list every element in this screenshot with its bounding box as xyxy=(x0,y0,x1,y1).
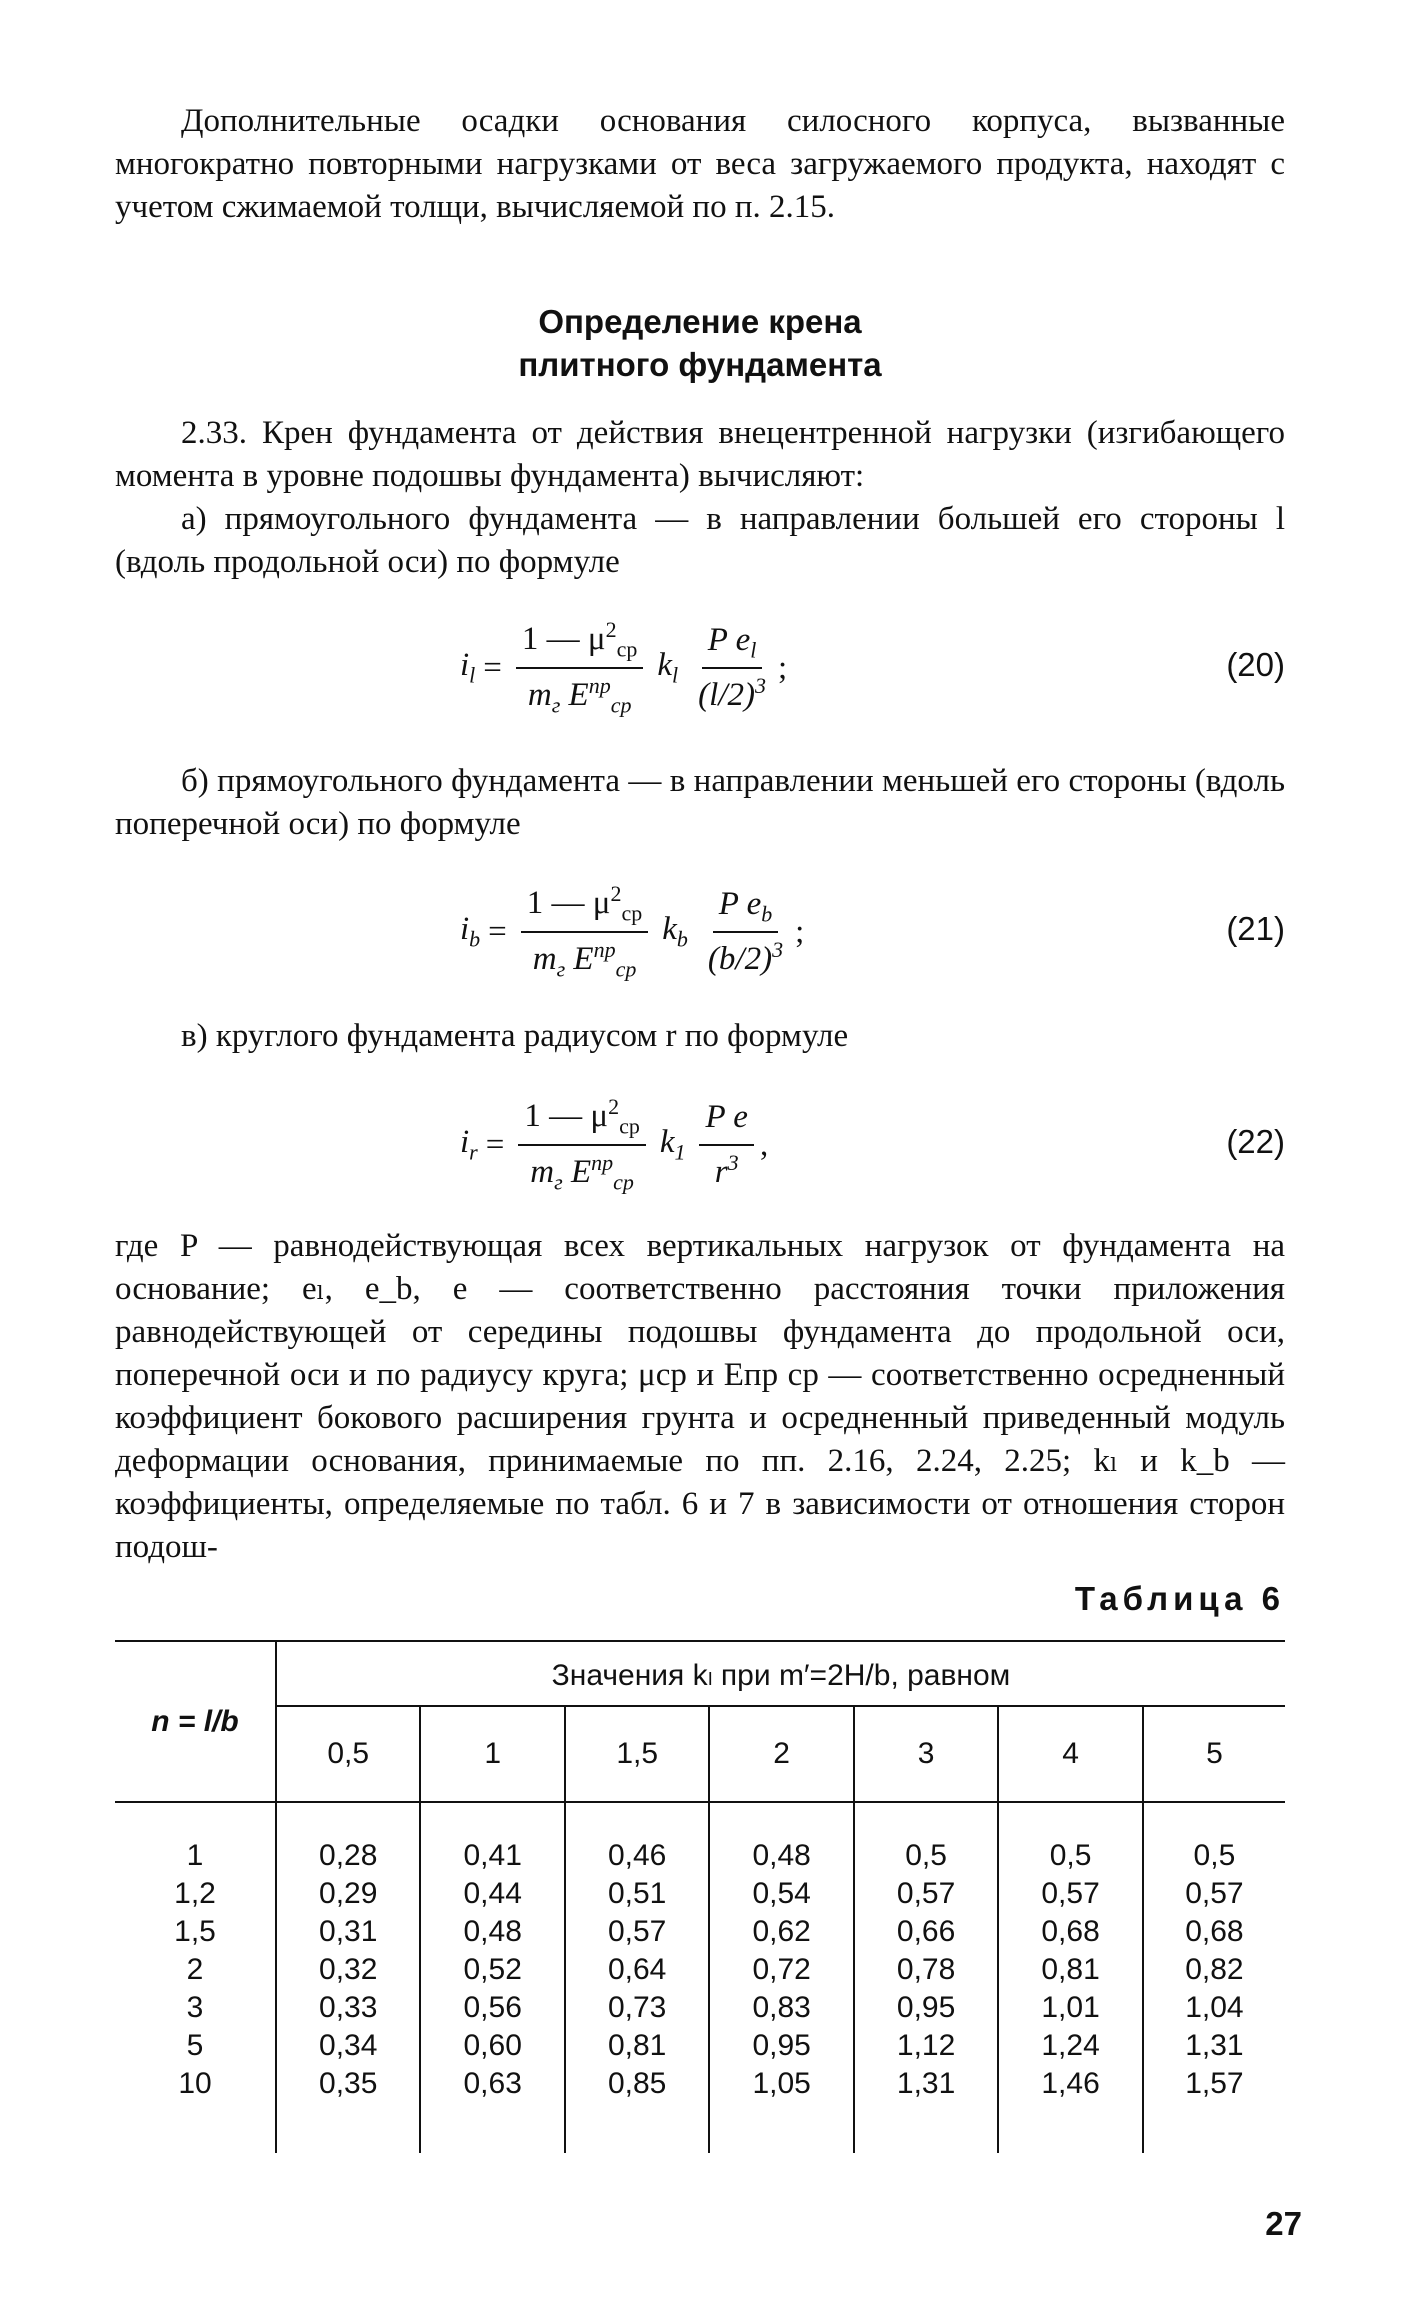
table-column-header: 4 xyxy=(998,1706,1142,1802)
table-cell: 0,85 xyxy=(565,2065,709,2153)
page-number: 27 xyxy=(1265,2205,1302,2242)
table-cell: 0,62 xyxy=(709,1913,853,1951)
table-cell: 1,31 xyxy=(854,2065,998,2153)
formula-fraction-2: $\frac{\text{P e}}{r^3}$ xyxy=(699,1099,753,1192)
table-column-header: 1 xyxy=(420,1706,564,1802)
table-column-header: 3 xyxy=(854,1706,998,1802)
formula-22: $i_r$ = $\frac{1 — \mu^2_{ср}}{m_г E^{пр}_{ср}}$ $k_1$ $\frac{\text{P e}}{r^3}$ , (22) xyxy=(460,1094,1285,1195)
section-heading-line2: плитного фундамента xyxy=(518,346,882,383)
table-row xyxy=(115,1802,1285,1875)
table-cell: 0,5 xyxy=(854,1802,998,1875)
table-cell: 0,81 xyxy=(998,1951,1142,1989)
table-cell: 0,33 xyxy=(276,1989,420,2027)
table-column-header: 2 xyxy=(709,1706,853,1802)
formula-coefficient: $k_b$ xyxy=(662,911,688,952)
intro-paragraph: Дополнительные осадки основания силосного корпуса, вызванные многократно повторными нагрузками от веса загружаемого продукта, находят с учетом сжимаемой толщи, вычисляемой по п. 2.15. xyxy=(115,103,1285,225)
table-row xyxy=(115,1951,1285,1989)
case-b-text: б) прямоугольного фундамента — в направлении меньшей его стороны (вдоль поперечной оси) по формуле xyxy=(115,763,1285,842)
table-row xyxy=(115,1875,1285,1913)
table-cell: 0,82 xyxy=(1185,1953,1244,1986)
table-cell: 0,54 xyxy=(709,1875,853,1913)
table-cell: 0,72 xyxy=(709,1951,853,1989)
table-cell: 0,34 xyxy=(276,2027,420,2065)
table-cell: 0,44 xyxy=(420,1875,564,1913)
table-cell: 0,31 xyxy=(276,1913,420,1951)
formula-number: (22) xyxy=(1226,1123,1285,1160)
table-cell: 0,41 xyxy=(420,1802,564,1875)
table-cell: 1,57 xyxy=(1185,2067,1244,2100)
formula-coefficient: $k_1$ xyxy=(659,1124,686,1165)
formula-lhs: $i_b$ xyxy=(460,911,481,952)
formula-lhs: $i_l$ xyxy=(460,647,476,688)
table-cell-n: 1,5 xyxy=(115,1913,276,1951)
table-column-header: 0,5 xyxy=(276,1706,420,1802)
formula-fraction-1: $\frac{1 — \mu^2_{ср}}{m_г E^{пр}_{ср}}$ xyxy=(521,881,648,982)
table-cell: 0,51 xyxy=(565,1875,709,1913)
table-column-header: 5 xyxy=(1206,1737,1223,1770)
formula-fraction-2: $\frac{P e_b}{(b/2)^3}$ xyxy=(707,885,784,978)
table-cell-n: 2 xyxy=(115,1951,276,1989)
table-cell: 0,64 xyxy=(565,1951,709,1989)
clause-paragraph: 2.33. Крен фундамента от действия внецентренной нагрузки (изгибающего момента в уровне подошвы фундамента) вычисляют: xyxy=(115,415,1285,494)
table-cell: 0,78 xyxy=(854,1951,998,1989)
table-cell: 0,83 xyxy=(709,1989,853,2027)
table-cell: 0,66 xyxy=(854,1913,998,1951)
table-cell: 0,29 xyxy=(276,1875,420,1913)
coefficient-table xyxy=(115,1640,1285,2153)
table-cell: 1,05 xyxy=(709,2065,853,2153)
table-column-header: 1,5 xyxy=(565,1706,709,1802)
formula-coefficient: $k_l$ xyxy=(657,647,679,688)
table-cell: 0,57 xyxy=(854,1875,998,1913)
formula-fraction-2: $\frac{P e_l}{(l/2)^3}$ xyxy=(698,621,766,714)
table-cell: 1,01 xyxy=(998,1989,1142,2027)
table-cell: 0,68 xyxy=(1185,1915,1244,1948)
table-title: Таблица 6 xyxy=(1074,1580,1285,1617)
table-cell: 1,46 xyxy=(998,2065,1142,2153)
table-cell-n: 1 xyxy=(115,1802,276,1875)
table-cell: 0,48 xyxy=(420,1913,564,1951)
table-cell-n: 1,2 xyxy=(115,1875,276,1913)
table-cell: 0,5 xyxy=(998,1802,1142,1875)
table-cell: 1,04 xyxy=(1185,1991,1244,2024)
table-cell: 1,24 xyxy=(998,2027,1142,2065)
table-cell: 0,57 xyxy=(565,1913,709,1951)
table-row xyxy=(115,1989,1285,2027)
formula-20: $i_l$ = $\frac{1 — \mu^2_{ср}}{m_г E^{пр}_{ср}}$ $k_l$ $\frac{P e_l}{(l/2)^3}$ ; (20) xyxy=(460,617,1285,718)
formula-number: (20) xyxy=(1226,646,1285,683)
table-cell-n: 3 xyxy=(115,1989,276,2027)
table-cell: 1,31 xyxy=(1185,2029,1244,2062)
formula-lhs: $i_r$ xyxy=(460,1124,478,1165)
formula-fraction-1: $\frac{1 — \mu^2_{ср}}{m_г E^{пр}_{ср}}$ xyxy=(516,617,643,718)
table-cell: 0,28 xyxy=(276,1802,420,1875)
explanation-paragraph: где P — равнодействующая всех вертикальных нагрузок от фундамента на основание; eₗ, e_b, e — соответственно расстояния точки приложения равнодействующей от середины подошвы фундамента до продольной оси, поперечной оси и по радиусу круга; μср и Eпр ср — соответственно осредненный коэффициент бокового расширения грунта и осредненный приведенный модуль деформации основания, принимаемые по пп. 2.16, 2.24, 2.25; kₗ и k_b — коэффициенты, определяемые по табл. 6 и 7 в зависимости от отношения сторон подош- xyxy=(115,1228,1285,1565)
table-cell: 0,46 xyxy=(565,1802,709,1875)
table-cell: 0,63 xyxy=(420,2065,564,2153)
table-cell: 0,52 xyxy=(420,1951,564,1989)
table-cell: 0,56 xyxy=(420,1989,564,2027)
table-cell: 0,81 xyxy=(565,2027,709,2065)
case-c-text: в) круглого фундамента радиусом r по формуле xyxy=(181,1018,849,1054)
table-cell: 0,57 xyxy=(1185,1877,1244,1910)
table-row xyxy=(115,1913,1285,1951)
table-cell-n: 5 xyxy=(115,2027,276,2065)
table-cell: 0,32 xyxy=(276,1951,420,1989)
table-row xyxy=(115,2027,1285,2065)
table-cell: 0,68 xyxy=(998,1913,1142,1951)
section-heading-line1: Определение крена xyxy=(538,303,862,340)
table-row xyxy=(115,2065,1285,2153)
table-cell: 0,60 xyxy=(420,2027,564,2065)
formula-fraction-1: $\frac{1 — \mu^2_{ср}}{m_г E^{пр}_{ср}}$ xyxy=(518,1094,645,1195)
formula-number: (21) xyxy=(1226,910,1285,947)
table-cell: 0,48 xyxy=(709,1802,853,1875)
table-cell: 0,57 xyxy=(998,1875,1142,1913)
table-cell-n: 10 xyxy=(115,2065,276,2153)
table-cell: 0,73 xyxy=(565,1989,709,2027)
table-row-header: n = l/b xyxy=(115,1641,276,1802)
case-a-text: а) прямоугольного фундамента — в направлении большей его стороны l (вдоль продольной оси) по формуле xyxy=(115,501,1285,580)
table-cell: 0,95 xyxy=(709,2027,853,2065)
table-group-header: Значения kₗ при m′=2H/b, равном xyxy=(276,1641,1285,1706)
table-cell: 1,12 xyxy=(854,2027,998,2065)
table-cell: 0,35 xyxy=(276,2065,420,2153)
table-cell: 0,5 xyxy=(1193,1839,1236,1872)
section-heading xyxy=(115,300,1285,386)
table-cell: 0,95 xyxy=(854,1989,998,2027)
formula-21: $i_b$ = $\frac{1 — \mu^2_{ср}}{m_г E^{пр}_{ср}}$ $k_b$ $\frac{P e_b}{(b/2)^3}$ ; (21) xyxy=(460,881,1285,982)
